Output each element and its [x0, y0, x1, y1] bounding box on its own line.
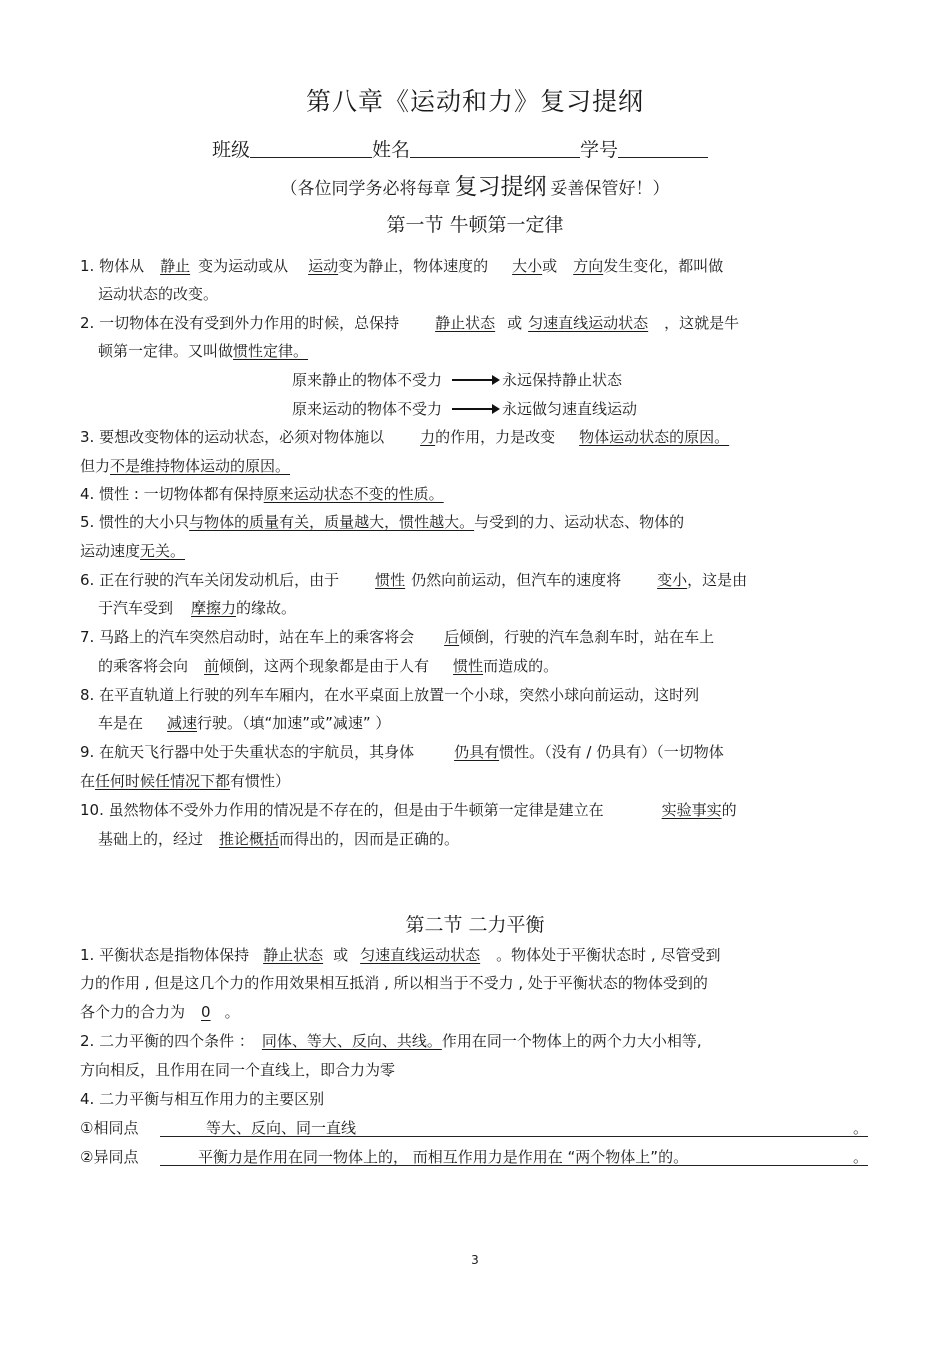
same-point-row: ①相同点 等大、反向、同一直线 。 — [80, 1119, 868, 1137]
q3-answer-3: 不是维持物体运动的原因。 — [110, 457, 291, 475]
id-label: 学号 — [580, 139, 619, 161]
notice-post: 妥善保管好！） — [550, 179, 670, 199]
q8-answer: 减速 — [167, 714, 198, 732]
q5-answer-2: 无关。 — [140, 542, 186, 560]
q6-answer-1: 惯性 — [375, 571, 406, 589]
q6-answer-2: 变小 — [657, 571, 688, 589]
class-label: 班级 — [212, 139, 251, 161]
class-blank[interactable] — [250, 141, 372, 158]
same-point-label: ①相同点 — [80, 1119, 139, 1137]
q9-answer-2: 任何时候任情况下都 — [95, 772, 231, 790]
notice-emphasis: 复习提纲 — [454, 174, 547, 200]
q7-line2: 的乘客将会向 前倾倒，这两个现象都是由于人有 惯性而造成的。 — [98, 657, 559, 675]
q1-answer-4: 方向 — [573, 257, 604, 275]
q7-answer-1: 后 — [444, 628, 460, 646]
q10-line2: 基础上的，经过 推论概括而得出的，因而是正确的。 — [98, 830, 460, 848]
q5-answer-1: 与物体的质量有关，质量越大，惯性越大。 — [189, 513, 475, 531]
q1-line1: 1. 物体从 静止 变为运动或从 运动变为静止，物体速度的 大小或 方向发生变化，都叫做 — [80, 257, 724, 275]
q1-answer-1: 静止 — [160, 257, 191, 275]
q2-line2: 顿第一定律。又叫做惯性定律。 — [98, 342, 309, 360]
q10-answer-2: 推论概括 — [219, 830, 280, 848]
q6-answer-3: 摩擦力 — [191, 599, 237, 617]
s2-answer-3: 0 — [201, 1003, 211, 1021]
section2-title: 第二节 二力平衡 — [405, 914, 545, 936]
s2-p1-line2: 力的作用 , 但是这几个力的作用效果相互抵消 , 所以相当于不受力 , 处于平衡状态的物体受到的 — [80, 974, 708, 992]
arrow-row-2: 原来运动的物体不受力 永远做匀速直线运动 — [292, 400, 638, 418]
q8-line1: 8. 在平直轨道上行驶的列车车厢内，在水平桌面上放置一个小球，突然小球向前运动，这时列 — [80, 686, 700, 704]
q1-answer-2: 运动 — [308, 257, 339, 275]
same-point-value: 等大、反向、同一直线 — [206, 1119, 357, 1137]
arrow-icon — [452, 379, 498, 381]
q4-line: 4. 惯性 : 一切物体都有保持原来运动状态不变的性质。 — [80, 485, 444, 503]
q1-line2: 运动状态的改变。 — [98, 285, 219, 303]
s2-answer-4: 同体、等大、反向、共线。 — [261, 1032, 442, 1050]
s2-p4-line: 4. 二力平衡与相互作用力的主要区别 — [80, 1090, 325, 1108]
page-title: 第八章《运动和力》复习提纲 — [305, 87, 644, 116]
s2-answer-2: 匀速直线运动状态 — [360, 946, 481, 964]
q5-line2: 运动速度无关。 — [80, 542, 186, 560]
q5-line1: 5. 惯性的大小只与物体的质量有关，质量越大，惯性越大。与受到的力、运动状态、物体的 — [80, 513, 685, 531]
notice-line — [0, 168, 950, 201]
q10-answer-1: 实验事实 — [661, 801, 722, 819]
q7-answer-2: 前 — [204, 657, 220, 675]
s2-answer-1: 静止状态 — [263, 946, 324, 964]
diff-point-row: ②异同点 平衡力是作用在同一物体上的， 而相互作用力是作用在 “两个物体上”的。 。 — [80, 1148, 868, 1166]
q9-line2: 在任何时候任情况下都有惯性） — [80, 772, 291, 790]
q9-answer-1: 仍具有 — [454, 743, 500, 761]
q6-line2: 于汽车受到 摩擦力的缘故。 — [98, 599, 297, 617]
arrow-row-1: 原来静止的物体不受力 永远保持静止状态 — [292, 371, 623, 389]
q2-answer-3: 惯性定律。 — [233, 342, 309, 360]
s2-p1-line1: 1. 平衡状态是指物体保持 静止状态 或 匀速直线运动状态 。物体处于平衡状态时 , 尽管受到 — [80, 946, 721, 964]
q3-line1: 3. 要想改变物体的运动状态，必须对物体施以 力的作用，力是改变 物体运动状态的原因。 — [80, 428, 730, 446]
id-blank[interactable] — [618, 141, 708, 158]
q10-line1: 10. 虽然物体不受外力作用的情况是不存在的，但是由于牛顿第一定律是建立在 实验事实的 — [80, 801, 737, 819]
q2-line1: 2. 一切物体在没有受到外力作用的时候，总保持 静止状态 或 匀速直线运动状态 ，这就是牛 — [80, 314, 740, 332]
diff-point-value: 平衡力是作用在同一物体上的， 而相互作用力是作用在 “两个物体上”的。 — [198, 1148, 689, 1166]
q3-line2: 但力不是维持物体运动的原因。 — [80, 457, 291, 475]
q9-line1: 9. 在航天飞行器中处于失重状态的宇航员，其身体 仍具有惯性。（没有 / 仍具有）（一切物体 — [80, 743, 724, 761]
s2-p2-line2: 方向相反，且作用在同一个直线上，即合力为零 — [80, 1061, 396, 1079]
notice-pre: （各位同学务必将每章 — [280, 179, 451, 199]
section1-title: 第一节 牛顿第一定律 — [386, 214, 564, 236]
q8-line2: 车是在 减速行驶。（填“加速”或”减速” ） — [98, 714, 391, 732]
q4-answer: 原来运动状态不变的性质。 — [263, 485, 444, 503]
q7-answer-3: 惯性 — [453, 657, 484, 675]
s2-p1-line3: 各个力的合力为 0 。 — [80, 1003, 240, 1021]
page-number: 3 — [471, 1253, 479, 1267]
q1-answer-3: 大小 — [512, 257, 543, 275]
q2-answer-1: 静止状态 — [435, 314, 496, 332]
student-info-line — [212, 135, 708, 162]
name-label: 姓名 — [372, 139, 411, 161]
arrow-icon — [452, 408, 498, 410]
q3-answer-1: 力 — [420, 428, 436, 446]
q6-line1: 6. 正在行驶的汽车关闭发动机后，由于 惯性 仍然向前运动，但汽车的速度将 变小，这是由 — [80, 571, 748, 589]
diff-point-label: ②异同点 — [80, 1148, 139, 1166]
q3-answer-2: 物体运动状态的原因。 — [579, 428, 730, 446]
name-blank[interactable] — [410, 141, 580, 158]
q2-answer-2: 匀速直线运动状态 — [528, 314, 649, 332]
s2-p2-line1: 2. 二力平衡的四个条件 ： 同体、等大、反向、共线。作用在同一个物体上的两个力大小相等, — [80, 1032, 702, 1050]
q7-line1: 7. 马路上的汽车突然启动时，站在车上的乘客将会 后倾倒，行驶的汽车急刹车时，站在车上 — [80, 628, 715, 646]
